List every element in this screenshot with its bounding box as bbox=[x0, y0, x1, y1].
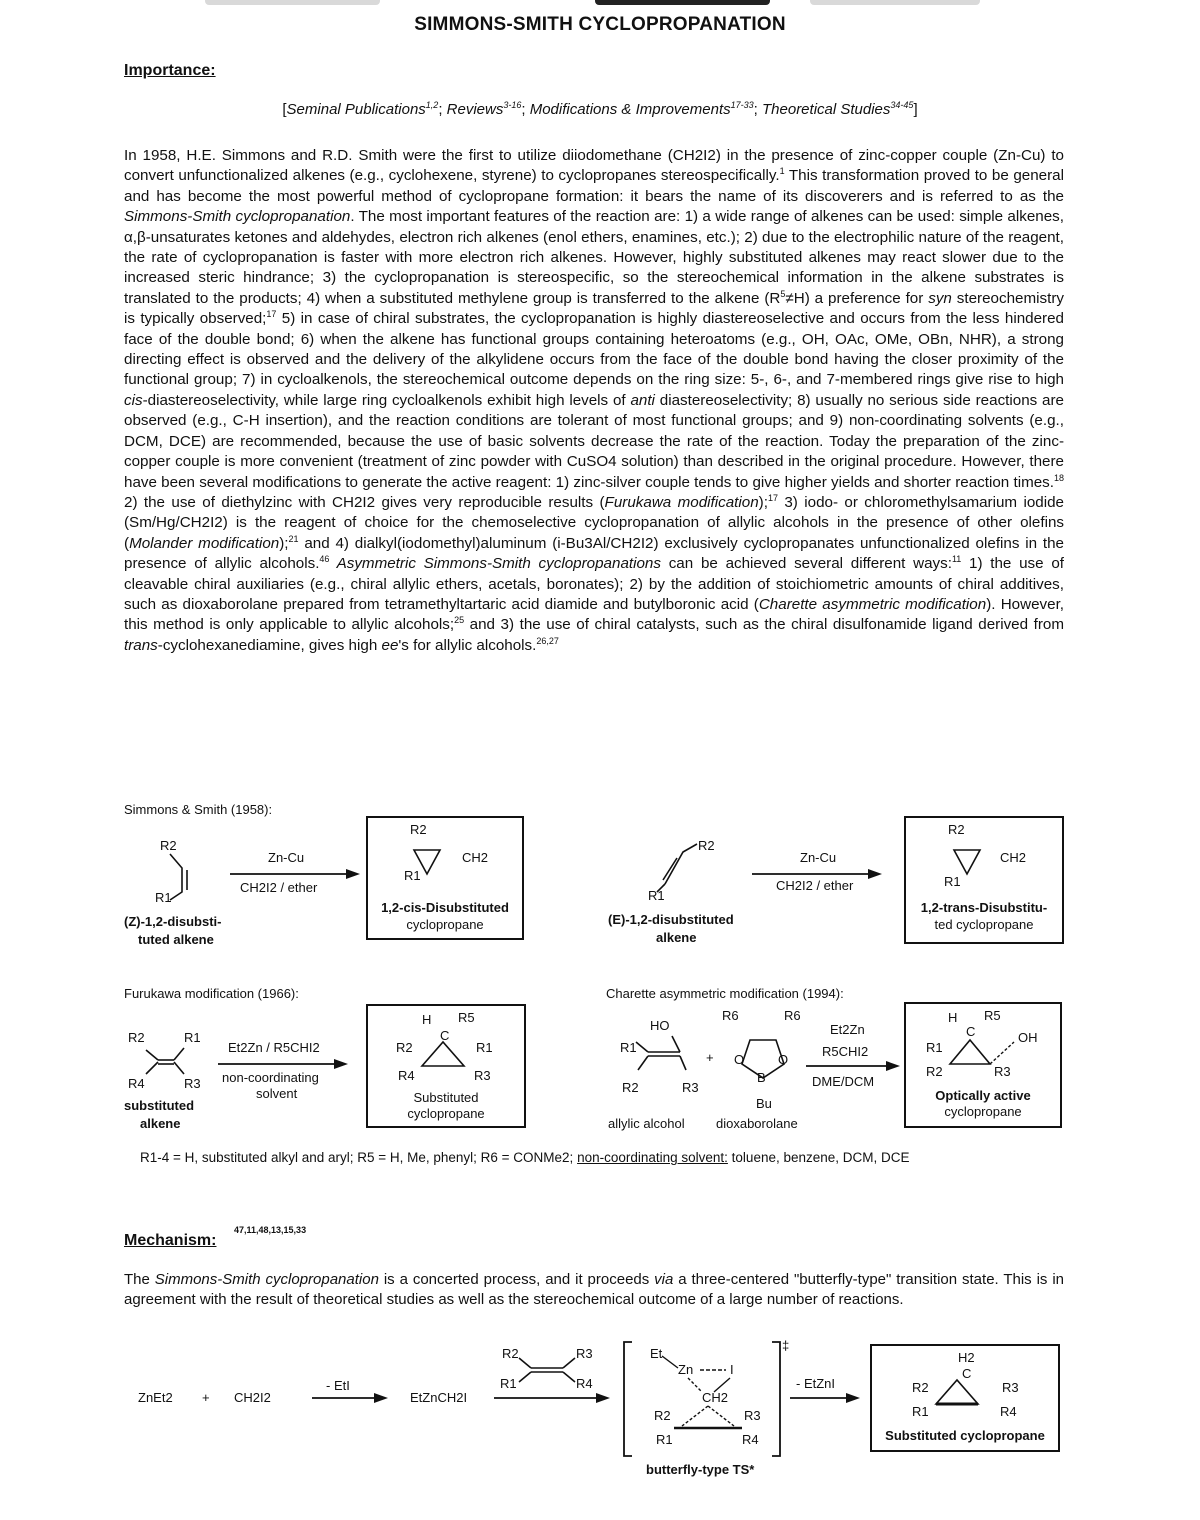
charette-prod-r1: R1 bbox=[926, 1040, 943, 1055]
charette-reagent-bottom: DME/DCM bbox=[812, 1074, 875, 1089]
mech-product-cyclopropane bbox=[920, 1372, 1000, 1412]
para-text: and 3) the use of chiral catalysts, such as the chiral disulfonamide ligand derived from bbox=[464, 616, 1064, 634]
para-sup: 5 bbox=[780, 288, 786, 299]
e-product-label-1: 1,2-trans-Disubstitu- bbox=[920, 900, 1048, 915]
z-product-label-1: 1,2-cis-Disubstituted bbox=[381, 900, 509, 915]
e-reagent-bottom: CH2I2 / ether bbox=[776, 878, 854, 893]
ts-r4: R4 bbox=[742, 1432, 759, 1447]
tab-1[interactable] bbox=[205, 0, 380, 5]
furukawa-prod-r5: R5 bbox=[458, 1010, 475, 1025]
e-substrate-label-2: alkene bbox=[656, 930, 697, 945]
ts-r3: R3 bbox=[744, 1408, 761, 1423]
para-text: . The most important features of the reaction are: 1) a wide range of alkenes can be used: simple alkenes, α,β-unsaturates ketones and aldehydes, electron rich alkenes (enol ethers, enamines, etc.); 2) due to the electrophilic nature of the reagent, the rate of cyclopropanation is faster with more electron rich alkenes. However, highly substituted alkenes may react slower due to the increased steric hindrance; 3) the cyclopropanation is stereospecific, so the stereochemical information in the alkene substrates is translated to the products; 4) when a substituted methylene group is transferred to the alkene (R bbox=[124, 208, 1064, 307]
mech-ch2i2: CH2I2 bbox=[234, 1390, 271, 1405]
ref-reviews-sup: 3-16 bbox=[503, 100, 522, 110]
para-sup: 25 bbox=[454, 615, 465, 626]
importance-paragraph bbox=[124, 146, 1064, 656]
para-text: 2) the use of diethylzinc with CH2I2 gives very reproducible results ( bbox=[124, 493, 605, 511]
mechanism-paragraph bbox=[124, 1270, 1064, 1311]
ts-zn: Zn bbox=[678, 1362, 694, 1377]
mech-italic: via bbox=[654, 1271, 674, 1288]
mech-text: is a concerted process, and it proceeds bbox=[378, 1271, 655, 1288]
charette-ho: HO bbox=[650, 1018, 670, 1033]
para-text: This transformation proved to be general and has become the most powerful method of cyclopropane formation: it bears the name of its discoverers and is referred to as the bbox=[124, 167, 1064, 205]
charette-reagent-top-1: Et2Zn bbox=[830, 1022, 865, 1037]
para-text: 's for allylic alcohols. bbox=[398, 636, 537, 654]
charette-prod-r5: R5 bbox=[984, 1008, 1001, 1023]
para-italic: Furukawa modification bbox=[604, 493, 759, 511]
para-text: stereochemistry is typically observed; bbox=[124, 289, 1064, 328]
furukawa-reagent-bottom-2: solvent bbox=[256, 1086, 298, 1101]
charette-o-right: O bbox=[778, 1052, 789, 1067]
ts-i: I bbox=[730, 1362, 734, 1377]
tab-3[interactable] bbox=[810, 0, 980, 5]
mech-italic: Simmons-Smith cyclopropanation bbox=[154, 1271, 379, 1288]
para-text: -diastereoselectivity, while large ring cycloalkenols exhibit high levels of bbox=[142, 391, 631, 409]
footnote-underlined: non-coordinating solvent: bbox=[577, 1150, 728, 1165]
z-reagent-top: Zn-Cu bbox=[268, 850, 305, 865]
charette-r6-left: R6 bbox=[722, 1008, 739, 1023]
charette-prod-c: C bbox=[966, 1024, 976, 1039]
charette-plus: + bbox=[706, 1050, 714, 1065]
para-italic: trans bbox=[124, 636, 158, 654]
e-reagent-top: Zn-Cu bbox=[800, 850, 837, 865]
mech-alkene-r3: R3 bbox=[576, 1346, 593, 1361]
page-title: SIMMONS-SMITH CYCLOPROPANATION bbox=[414, 14, 786, 35]
ts-ch2: CH2 bbox=[702, 1390, 729, 1405]
charette-r1: R1 bbox=[620, 1040, 637, 1055]
mech-prod-r2: R2 bbox=[912, 1380, 929, 1395]
furukawa-prod-c: C bbox=[440, 1028, 450, 1043]
para-text: diastereoselectivity; 8) usually no serious side reactions are observed (e.g., C-H insertion), and the reaction conditions are tolerant of most functional groups; and 9) non-coordinating solvents (e.g., DCM, DCE) are recommended, because the use of basic solvents decrease the rate of the reaction. Today the preparation of the zinc-copper couple is more convenient (treatment of zinc powder with CuSO4 solution) than described in the original procedure. However, there have been several modifications to generate the active reagent: 1) zinc-silver couple tends to give higher yields and shorter reaction times. bbox=[124, 391, 1064, 491]
para-text: ); bbox=[758, 493, 768, 511]
para-text: and 4) dialkyl(iodomethyl)aluminum (i-Bu3Al/CH2I2) exclusively cyclopropanates unfunctionalized olefins in the presence of allylic alcohols. bbox=[124, 534, 1064, 573]
e-prod-ch2: CH2 bbox=[1000, 850, 1027, 865]
ts-r1: R1 bbox=[656, 1432, 673, 1447]
mech-etznch2i: EtZnCH2I bbox=[410, 1390, 468, 1405]
charette-prod-oh: OH bbox=[1018, 1030, 1038, 1045]
z-product-label-2: cyclopropane bbox=[406, 917, 484, 932]
furukawa-r1: R1 bbox=[184, 1030, 201, 1045]
para-sup: 1 bbox=[779, 166, 785, 177]
furukawa-reagent-bottom-1: non-coordinating bbox=[222, 1070, 319, 1085]
mech-prod-h2: H2 bbox=[958, 1350, 975, 1365]
charette-prod-r3: R3 bbox=[994, 1064, 1011, 1079]
footnote-text: R1-4 = H, substituted alkyl and aryl; R5 = H, Me, phenyl; R6 = CONMe2; bbox=[140, 1150, 578, 1165]
mech-arrow-3 bbox=[790, 1392, 860, 1404]
para-text: In 1958, H.E. Simmons and R.D. Smith were the first to utilize diiodomethane (CH2I2) in the presence of zinc-copper couple (Zn-Cu) to convert unfunctionalized alkenes (e.g., cyclohexene, styrene) to cyclopropanes stereospecifically. bbox=[124, 147, 1064, 185]
charette-prod-r2: R2 bbox=[926, 1064, 943, 1079]
ref-seminal-sup: 1,2 bbox=[425, 100, 439, 110]
para-sup: 11 bbox=[951, 554, 962, 565]
mech-text: The bbox=[124, 1271, 155, 1288]
para-text: 1) the use of cleavable chiral auxiliaries (e.g., chiral allylic ethers, acetals, boronates); 2) by the addition of stoichiometric amounts of chiral additives, such as dioxaborolane prepared from tetramethyltartaric acid diamide and butylboronic acid ( bbox=[124, 555, 1064, 613]
mech-alkene-r2: R2 bbox=[502, 1346, 519, 1361]
para-text: 3) iodo- or chloromethylsamarium iodide (Sm/Hg/CH2I2) is the reagent of choice for the chemoselective cyclopropanation of allylic alcohols in the presence of other olefins ( bbox=[124, 493, 1064, 552]
mechanism-heading bbox=[124, 1232, 216, 1250]
para-italic: cis bbox=[124, 391, 143, 409]
e-prod-r2: R2 bbox=[948, 822, 965, 837]
z-r2-label: R2 bbox=[160, 838, 177, 853]
furukawa-substrate-label-1: substituted bbox=[124, 1098, 195, 1113]
z-prod-r2: R2 bbox=[410, 822, 427, 837]
ref-modifications-sup: 17-33 bbox=[730, 100, 754, 110]
furukawa-alkene-structure bbox=[140, 1040, 200, 1080]
e-r2-label: R2 bbox=[698, 838, 715, 853]
mech-plus: + bbox=[202, 1390, 210, 1405]
para-italic: Asymmetric Simmons-Smith cyclopropanations bbox=[329, 555, 661, 573]
furukawa-prod-r2: R2 bbox=[396, 1040, 413, 1055]
charette-b: B bbox=[757, 1070, 766, 1085]
mech-arrow3-label: - EtZnI bbox=[796, 1376, 836, 1391]
footnote-text: toluene, benzene, DCM, DCE bbox=[727, 1150, 910, 1165]
furukawa-product-label-2: cyclopropane bbox=[407, 1106, 485, 1121]
mech-arrow1-label: - EtI bbox=[326, 1378, 350, 1393]
para-text: ). However, this method is only applicable to allylic alcohols; bbox=[124, 595, 1065, 634]
ref-reviews[interactable]: Reviews bbox=[446, 101, 504, 118]
ts-r2: R2 bbox=[654, 1408, 671, 1423]
scheme-heading-charette: Charette asymmetric modification (1994): bbox=[606, 986, 844, 1001]
furukawa-arrow bbox=[218, 1058, 348, 1070]
mech-prod-r1: R1 bbox=[912, 1404, 929, 1419]
para-italic: ee bbox=[381, 636, 399, 654]
e-r1-label: R1 bbox=[648, 888, 665, 903]
mech-prod-r3: R3 bbox=[1002, 1380, 1019, 1395]
para-text: 5) in case of chiral substrates, the cyclopropanation is highly diastereoselective and occurs from the less hindered face of the double bond; 6) when the alkene has functional groups containing heteroatoms (e.g., OH, OAc, OMe, OBn, NHR), a strong directing effect is observed and the delivery of the alkylidene occurs from the face of the double bond having the closer proximity of the functional group; 7) in cycloalkenols, the stereochemical outcome depends on the ring size: 5-, 6-, and 7-membered rings give rise to high bbox=[124, 310, 1064, 389]
scheme-heading-furukawa: Furukawa modification (1966): bbox=[124, 986, 299, 1001]
mechanism-heading-text: Mechanism: bbox=[124, 1232, 217, 1249]
allylic-alcohol-structure bbox=[630, 1028, 700, 1088]
charette-reagent-top-2: R5CHI2 bbox=[822, 1044, 869, 1059]
tab-2[interactable] bbox=[595, 0, 770, 5]
para-text: ); bbox=[279, 534, 289, 552]
para-italic: syn bbox=[928, 289, 952, 307]
tab-strip bbox=[0, 0, 1200, 8]
mech-prod-c: C bbox=[962, 1366, 972, 1381]
para-italic: anti bbox=[630, 391, 655, 409]
para-italic: Charette asymmetric modification bbox=[758, 595, 987, 613]
para-sup: 46 bbox=[319, 554, 330, 565]
z-prod-ch2: CH2 bbox=[462, 850, 489, 865]
ref-seminal[interactable]: Seminal Publications bbox=[286, 101, 426, 118]
para-italic: Molander modification bbox=[129, 534, 280, 552]
ts-dagger: ‡ bbox=[782, 1338, 790, 1353]
mech-alkene-r1: R1 bbox=[500, 1376, 517, 1391]
para-italic: Simmons-Smith cyclopropanation bbox=[124, 208, 351, 226]
furukawa-r3: R3 bbox=[184, 1076, 201, 1091]
mech-product-label: Substituted cyclopropane bbox=[885, 1428, 1045, 1443]
furukawa-prod-r1: R1 bbox=[476, 1040, 493, 1055]
ts-label: butterfly-type TS* bbox=[646, 1462, 755, 1477]
furukawa-r2: R2 bbox=[128, 1030, 145, 1045]
ref-theoretical-sup: 34-45 bbox=[890, 100, 914, 110]
z-prod-r1: R1 bbox=[404, 868, 421, 883]
charette-arrow bbox=[806, 1060, 900, 1072]
e-substrate-label-1: (E)-1,2-disubstituted bbox=[608, 912, 734, 927]
charette-bu: Bu bbox=[756, 1096, 772, 1111]
mech-znet2: ZnEt2 bbox=[138, 1390, 173, 1405]
charette-product-cyclopropane bbox=[940, 1028, 1030, 1078]
scheme-heading-simmons-smith: Simmons & Smith (1958): bbox=[124, 802, 273, 817]
mech-prod-r4: R4 bbox=[1000, 1404, 1017, 1419]
para-sup: 26,27 bbox=[536, 635, 559, 646]
importance-heading: Importance: bbox=[124, 62, 216, 79]
mech-text: a three-centered "butterfly-type" transition state. This is in agreement with the result of theoretical studies as well as the stereochemical outcome of a large number of reactions. bbox=[124, 1271, 1064, 1309]
furukawa-prod-r3: R3 bbox=[474, 1068, 491, 1083]
e-prod-r1: R1 bbox=[944, 874, 961, 889]
para-sup: 21 bbox=[288, 533, 299, 544]
charette-allylic-label: allylic alcohol bbox=[608, 1116, 685, 1131]
z-substrate-label-1: (Z)-1,2-disubsti- bbox=[124, 914, 222, 929]
e-product-label-2: ted cyclopropane bbox=[934, 917, 1034, 932]
para-text: -cyclohexanediamine, gives high bbox=[157, 636, 382, 654]
z-r1-label: R1 bbox=[155, 890, 172, 905]
z-substrate-label-2: tuted alkene bbox=[138, 932, 214, 947]
furukawa-substrate-label-2: alkene bbox=[140, 1116, 181, 1131]
charette-product-label-2: cyclopropane bbox=[944, 1104, 1022, 1119]
furukawa-prod-r4: R4 bbox=[398, 1068, 415, 1083]
ref-theoretical[interactable]: Theoretical Studies bbox=[762, 101, 891, 118]
charette-r2: R2 bbox=[622, 1080, 639, 1095]
ts-et: Et bbox=[650, 1346, 663, 1361]
charette-prod-h: H bbox=[948, 1010, 958, 1025]
para-sup: 17 bbox=[266, 309, 277, 320]
reference-line: [Seminal Publications$^{1,2}$; Reviews$^{3-16}$; Modifications & Improvements$^{17-33}$; Theoretical Studies$^{34-45}$] bbox=[282, 100, 918, 118]
para-text: can be achieved several different ways: bbox=[660, 555, 952, 573]
charette-product-label-1: Optically active bbox=[935, 1088, 1031, 1103]
charette-r3: R3 bbox=[682, 1080, 699, 1095]
ref-modifications[interactable]: Modifications & Improvements bbox=[529, 101, 731, 118]
charette-o-left: O bbox=[734, 1052, 745, 1067]
mech-arrow-2 bbox=[494, 1392, 610, 1404]
para-text: ≠H) a preference for bbox=[785, 289, 929, 307]
para-sup: 17 bbox=[767, 492, 778, 503]
scheme-footnote bbox=[140, 1150, 910, 1165]
furukawa-product-label-1: Substituted bbox=[413, 1090, 479, 1105]
z-reagent-bottom: CH2I2 / ether bbox=[240, 880, 318, 895]
charette-dioxaborolane-label: dioxaborolane bbox=[716, 1116, 798, 1131]
mech-arrow-1 bbox=[312, 1392, 388, 1404]
mech-alkene-r4: R4 bbox=[576, 1376, 593, 1391]
furukawa-r4: R4 bbox=[128, 1076, 145, 1091]
furukawa-prod-h: H bbox=[422, 1012, 432, 1027]
z-arrow bbox=[230, 868, 360, 880]
charette-r6-right: R6 bbox=[784, 1008, 801, 1023]
furukawa-reagent-top: Et2Zn / R5CHI2 bbox=[228, 1040, 320, 1055]
para-sup: 18 bbox=[1053, 472, 1064, 483]
